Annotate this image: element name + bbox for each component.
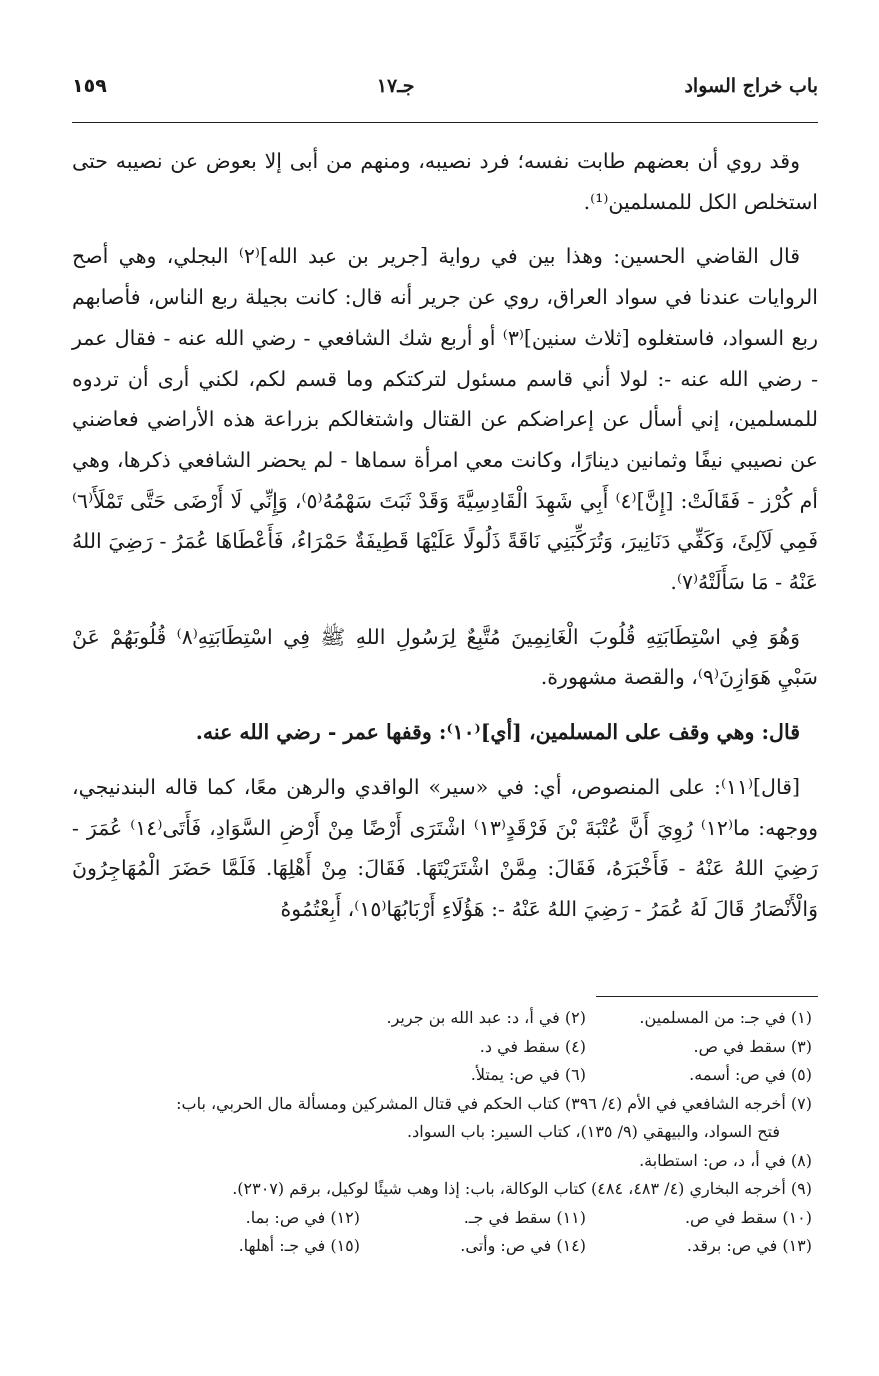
footnote-14: (١٤) في ص: وأتى. <box>460 1236 586 1255</box>
footnote-row <box>72 1061 818 1090</box>
header-rule <box>72 122 818 123</box>
footnote-2: (٢) في أ، د: عبد الله بن جرير. <box>386 1008 586 1027</box>
paragraph-2: قال القاضي الحسين: وهذا بين في رواية [جرير بن عبد الله]⁽٢⁾ البجلي، وهي أصح الروايات عندنا في سواد العراق، روي عن جرير أنه قال: كانت بجيلة ربع الناس، فأصابهم ربع السواد، فاستغلوه [ثلاث سنين]⁽٣⁾ أو أربع شك الشافعي - رضي الله عنه - فقال عمر - رضي الله عنه -: لولا أني قاسم مسئول لتركتكم وما قسم لكم، لكني أرى أن تردوه للمسلمين، إني أسأل عن إعراضكم عن القتال واشتغالكم بزراعة هذه الأراضي فعاضني عن نصيبي نيفًا وثمانين دينارًا، وكانت معي امرأة سماها - لم يحضر الشافعي ذكرها، وهي أم كُرْز - فَقَالَتْ: [إِنَّ]⁽٤⁾ أَبِي شَهِدَ الْقَادِسِيَّةَ وَقَدْ ثَبَتَ سَهْمُهُ⁽٥⁾، وَإِنِّي لَا أَرْضَى حَتَّى تَمْلَأَ⁽٦⁾ فَمِي لَآلِئَ، وَكَفِّي دَنَانِيرَ، وَتُرَكِّبَنِي نَاقَةً ذَلُولًا عَلَيْهَا قَطِيفَةٌ حَمْرَاءُ، فَأَعْطَاهَا عُمَرُ - رَضِيَ اللهُ عَنْهُ - مَا سَأَلَتْهُ⁽٧⁾. <box>72 244 818 595</box>
footnote-rule <box>596 996 818 997</box>
main-text <box>72 141 818 930</box>
paragraph-5: [قال]⁽١١⁾: على المنصوص، أي: في «سير» الواقدي والرهن معًا، كما قاله البندنيجي، ووجهه: ما⁽١٢⁾ رُوِيَ أَنَّ عُتْبَةَ بْنَ فَرْقَدٍ⁽١٣⁾ اشْتَرَى أَرْضًا مِنْ أَرْضِ السَّوَادِ، فَأَتَى⁽١٤⁾ عُمَرَ - رَضِيَ اللهُ عَنْهُ - فَأَخْبَرَهُ، فَقَالَ: مِمَّنْ اشْتَرَيْتَهَا. فَقَالَ: مِنْ أَهْلِهَا. فَلَمَّا حَضَرَ الْمُهَاجِرُونَ وَالْأَنْصَارُ قَالَ لَهُ عُمَرُ - رَضِيَ اللهُ عَنْهُ -: هَؤُلَاءِ أَرْبَابُهَا⁽١٥⁾، أَبِعْتُمُوهُ <box>72 774 818 921</box>
footnotes <box>72 996 818 1261</box>
chapter-title: باب خراج السواد <box>684 75 818 97</box>
footnote-6: (٦) في ص: يمتلأ. <box>470 1065 586 1084</box>
footnote-5: (٥) في ص: أسمه. <box>689 1065 812 1084</box>
volume-label: جـ١٧ <box>376 75 415 97</box>
footnote-9: (٩) أخرجه البخاري (٤/ ٤٨٣، ٤٨٤) كتاب الوكالة، باب: إذا وهب شيئًا لوكيل، برقم (٢٣٠٧). <box>232 1179 812 1198</box>
footnote-10: (١٠) سقط في ص. <box>684 1207 812 1227</box>
paragraph-1: وقد روي أن بعضهم طابت نفسه؛ فرد نصيبه، ومنهم من أبى إلا بعوض عن نصيبه حتى استخلص الكل للمسلمين⁽¹⁾. <box>72 149 818 214</box>
footnote-11: (١١) سقط في جـ. <box>463 1207 586 1227</box>
footnote-12: (١٢) في ص: بما. <box>245 1207 360 1227</box>
paragraph-3: وَهُوَ فِي اسْتِطَابَتِهِ قُلُوبَ الْغَانِمِينَ مُتَّبِعٌ لِرَسُولِ اللهِ ﷺ فِي اسْتِطَابَتِهِ⁽٨⁾ قُلُوبَهُمْ عَنْ سَبْيِ هَوَازِنَ⁽٩⁾، والقصة مشهورة. <box>72 624 818 690</box>
footnote-1: (١) في جـ: من المسلمين. <box>639 1008 812 1027</box>
footnote-7-continued: فتح السواد، والبيهقي (٩/ ١٣٥)، كتاب السير: باب السواد. <box>407 1122 780 1141</box>
footnote-7: (٧) أخرجه الشافعي في الأم (٤/ ٣٩٦) كتاب الحكم في قتال المشركين ومسألة مال الحربي، باب: <box>176 1093 812 1113</box>
footnote-15: (١٥) في جـ: أهلها. <box>238 1236 360 1255</box>
page <box>72 60 818 944</box>
footnote-3: (٣) سقط في ص. <box>693 1036 812 1056</box>
footnote-row <box>72 1232 818 1261</box>
footnote-row <box>72 1204 818 1233</box>
footnote-13: (١٣) في ص: برقد. <box>686 1236 812 1255</box>
footnote-4: (٤) سقط في د. <box>479 1036 586 1056</box>
footnote-8: (٨) في أ، د، ص: استطابة. <box>639 1150 812 1170</box>
running-header <box>72 60 818 112</box>
footnote-row <box>72 1004 818 1033</box>
page-number: ١٥٩ <box>72 75 107 97</box>
footnote-row <box>72 1033 818 1062</box>
paragraph-4: قال: وهي وقف على المسلمين، [أي]⁽١٠⁾: وقفها عمر - رضي الله عنه. <box>195 720 800 745</box>
